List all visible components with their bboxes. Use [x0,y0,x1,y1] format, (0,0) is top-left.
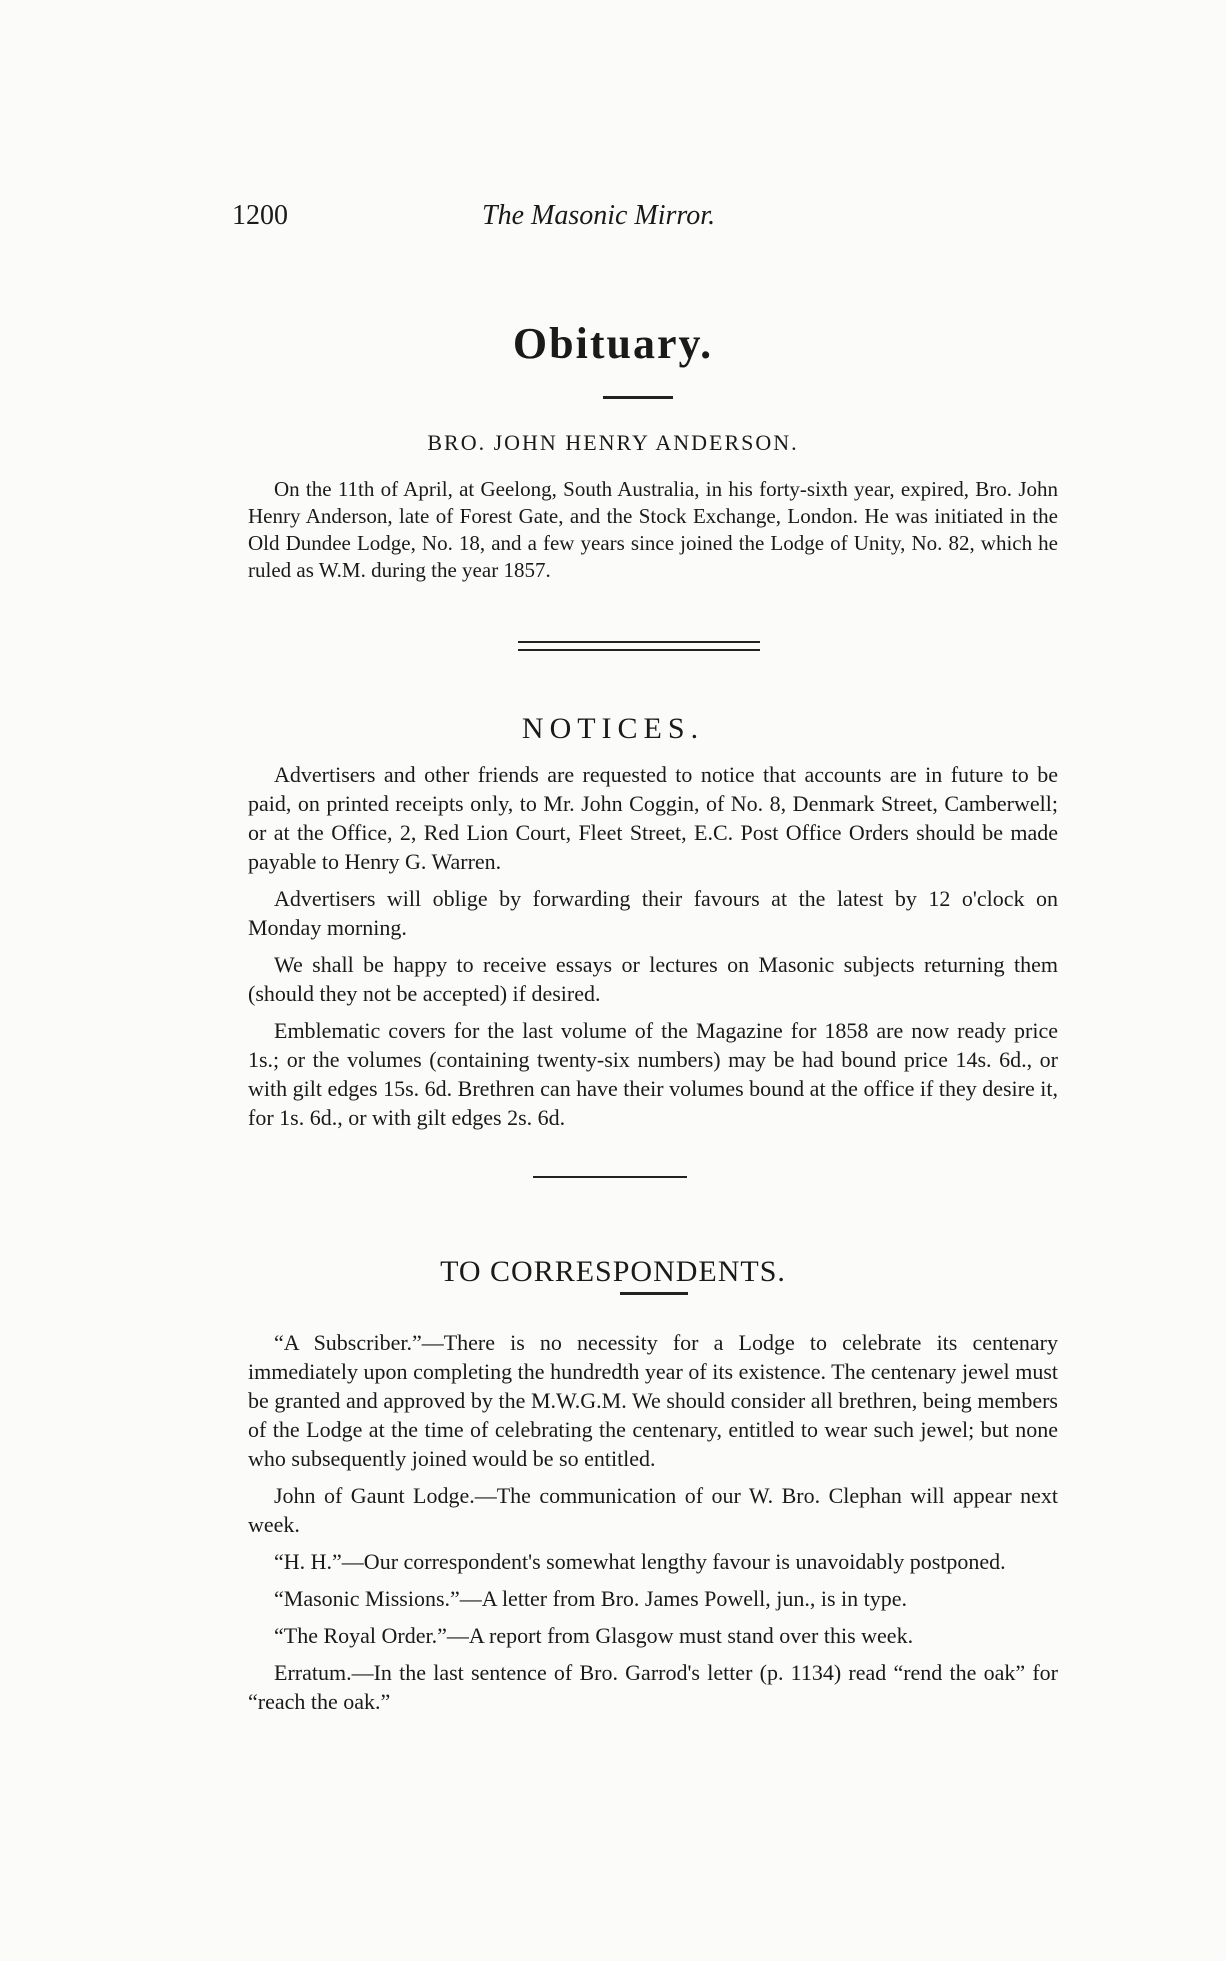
notice-paragraph: Emblematic covers for the last volume of the Magazine for 1858 are now ready price 1s.; or the volumes (containing twenty-six numbers) may be had bound price 14s. 6d., or with gilt edges 15s. 6d. Brethren can have their volumes bound at the office if they desire it, for 1s. 6d., or with gilt edges 2s. 6d. [248,1018,1058,1130]
correspondent-paragraph: “Masonic Missions.”—A letter from Bro. James Powell, jun., is in type. [274,1586,908,1611]
running-title: The Masonic Mirror. [482,200,716,231]
notice-paragraph: Advertisers will oblige by forwarding their favours at the latest by 12 o'clock on Monday morning. [248,886,1058,940]
divider [533,1176,687,1178]
correspondent-paragraph: “H. H.”—Our correspondent's somewhat lengthy favour is unavoidably postponed. [274,1549,1006,1574]
double-rule-bottom [518,649,760,651]
notice-paragraph: Advertisers and other friends are requested to notice that accounts are in future to be paid, on printed receipts only, to Mr. John Coggin, of No. 8, Denmark Street, Camberwell; or at the Office, 2, Red Lion Court, Fleet Street, E.C. Post Office Orders should be made payable to Henry G. Warren. [248,762,1058,874]
double-rule-top [518,641,760,643]
correspondent-paragraph: “The Royal Order.”—A report from Glasgow must stand over this week. [274,1623,914,1648]
obituary-body [248,476,1058,592]
notice-paragraph: We shall be happy to receive essays or lectures on Masonic subjects returning them (should they not be accepted) if desired. [248,952,1058,1006]
notices-heading: NOTICES. [521,712,705,745]
page-number: 1200 [232,200,288,231]
divider [620,1292,688,1295]
correspondent-paragraph: “A Subscriber.”—There is no necessity for a Lodge to celebrate its centenary immediately upon completing the hundredth year of its existence. The centenary jewel must be granted and approved by the M.W.G.M. We should consider all brethren, being members of the Lodge at the time of celebrating the centenary, entitled to wear such jewel; but none who subsequently joined would be so entitled. [248,1330,1058,1471]
correspondents-heading: TO CORRESPONDENTS. [440,1255,786,1288]
obituary-paragraph: On the 11th of April, at Geelong, South Australia, in his forty-sixth year, expired, Bro. John Henry Anderson, late of Forest Gate, and the Stock Exchange, London. He was initiated in the Old Dundee Lodge, No. 18, and a few years since joined the Lodge of Unity, No. 82, which he ruled as W.M. during the year 1857. [248,477,1058,582]
divider [603,396,673,399]
obituary-heading: BRO. JOHN HENRY ANDERSON. [427,430,799,455]
obituary-title: Obituary. [512,319,714,368]
correspondent-paragraph: John of Gaunt Lodge.—The communication of our W. Bro. Clephan will appear next week. [248,1483,1058,1537]
notices-body [248,760,1058,1140]
correspondent-paragraph: Erratum.—In the last sentence of Bro. Garrod's letter (p. 1134) read “rend the oak” for “reach the oak.” [248,1660,1058,1714]
correspondents-body [248,1328,1058,1724]
